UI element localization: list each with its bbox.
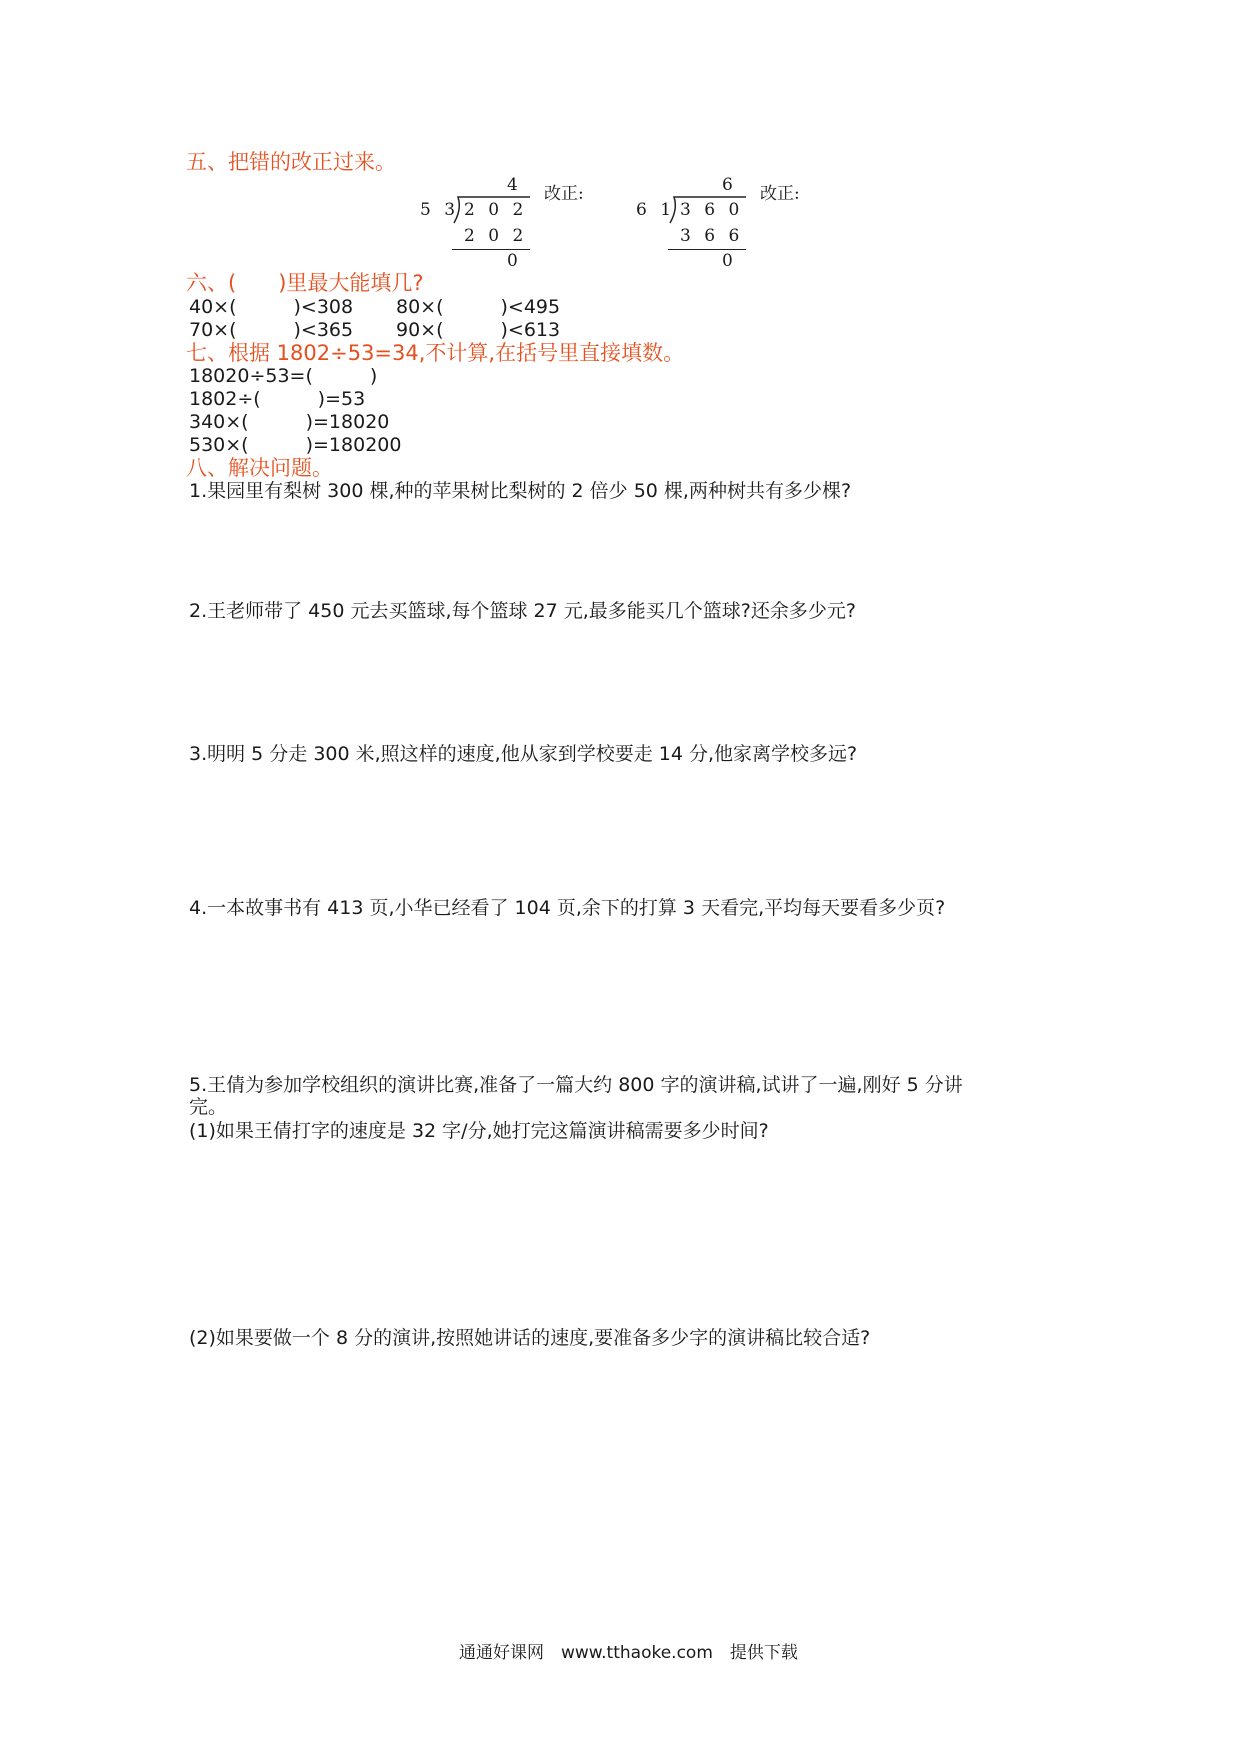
remainder-1: 0 [507, 251, 522, 271]
quotient-1: 4 [507, 175, 522, 195]
product-2: 3 6 6 [680, 226, 744, 246]
question-5-line2: 完。 [189, 1096, 228, 1118]
question-4: 4.一本故事书有 413 页,小华已经看了 104 页,余下的打算 3 天看完,平均每天要看多少页? [189, 897, 946, 919]
section5-heading: 五、把错的改正过来。 [186, 150, 396, 174]
dividend-1: 2 0 2 [464, 200, 528, 220]
question-3: 3.明明 5 分走 300 米,照这样的速度,他从家到学校要走 14 分,他家离学校多远? [189, 743, 858, 765]
question-1: 1.果园里有梨树 300 棵,种的苹果树比梨树的 2 倍少 50 棵,两种树共有多少棵? [189, 480, 852, 502]
section6-row2-left: 70×( )<365 [189, 319, 354, 341]
section6-row2-right: 90×( )<613 [396, 319, 561, 341]
page-footer: 通通好课网 www.tthaoke.com 提供下载 [459, 1643, 798, 1663]
section8-heading: 八、解决问题。 [186, 456, 333, 480]
question-5-sub1: (1)如果王倩打字的速度是 32 字/分,她打完这篇演讲稿需要多少时间? [189, 1120, 769, 1142]
division-line-1 [452, 249, 530, 250]
divisor-2: 6 1 [636, 200, 676, 220]
section7-line2: 1802÷( )=53 [189, 388, 366, 410]
correct-label-2: 改正: [760, 184, 800, 204]
section6-heading: 六、( )里最大能填几? [186, 271, 424, 295]
correct-label-1: 改正: [544, 184, 584, 204]
section7-heading: 七、根据 1802÷53=34,不计算,在括号里直接填数。 [186, 341, 685, 365]
remainder-2: 0 [722, 251, 737, 271]
product-1: 2 0 2 [464, 226, 528, 246]
quotient-2: 6 [722, 175, 737, 195]
dividend-2: 3 6 0 [680, 200, 744, 220]
division-line-2 [668, 249, 746, 250]
question-5-sub2: (2)如果要做一个 8 分的演讲,按照她讲话的速度,要准备多少字的演讲稿比较合适? [189, 1327, 871, 1349]
section6-row1-left: 40×( )<308 [189, 296, 354, 318]
question-2: 2.王老师带了 450 元去买篮球,每个篮球 27 元,最多能买几个篮球?还余多少元? [189, 600, 856, 622]
section6-row1-right: 80×( )<495 [396, 296, 561, 318]
section7-line3: 340×( )=18020 [189, 411, 390, 433]
section7-line4: 530×( )=180200 [189, 434, 402, 456]
divisor-1: 5 3 [420, 200, 460, 220]
section7-line1: 18020÷53=( ) [189, 365, 378, 387]
question-5-line1: 5.王倩为参加学校组织的演讲比赛,准备了一篇大约 800 字的演讲稿,试讲了一遍,刚好 5 分讲 [189, 1074, 963, 1096]
